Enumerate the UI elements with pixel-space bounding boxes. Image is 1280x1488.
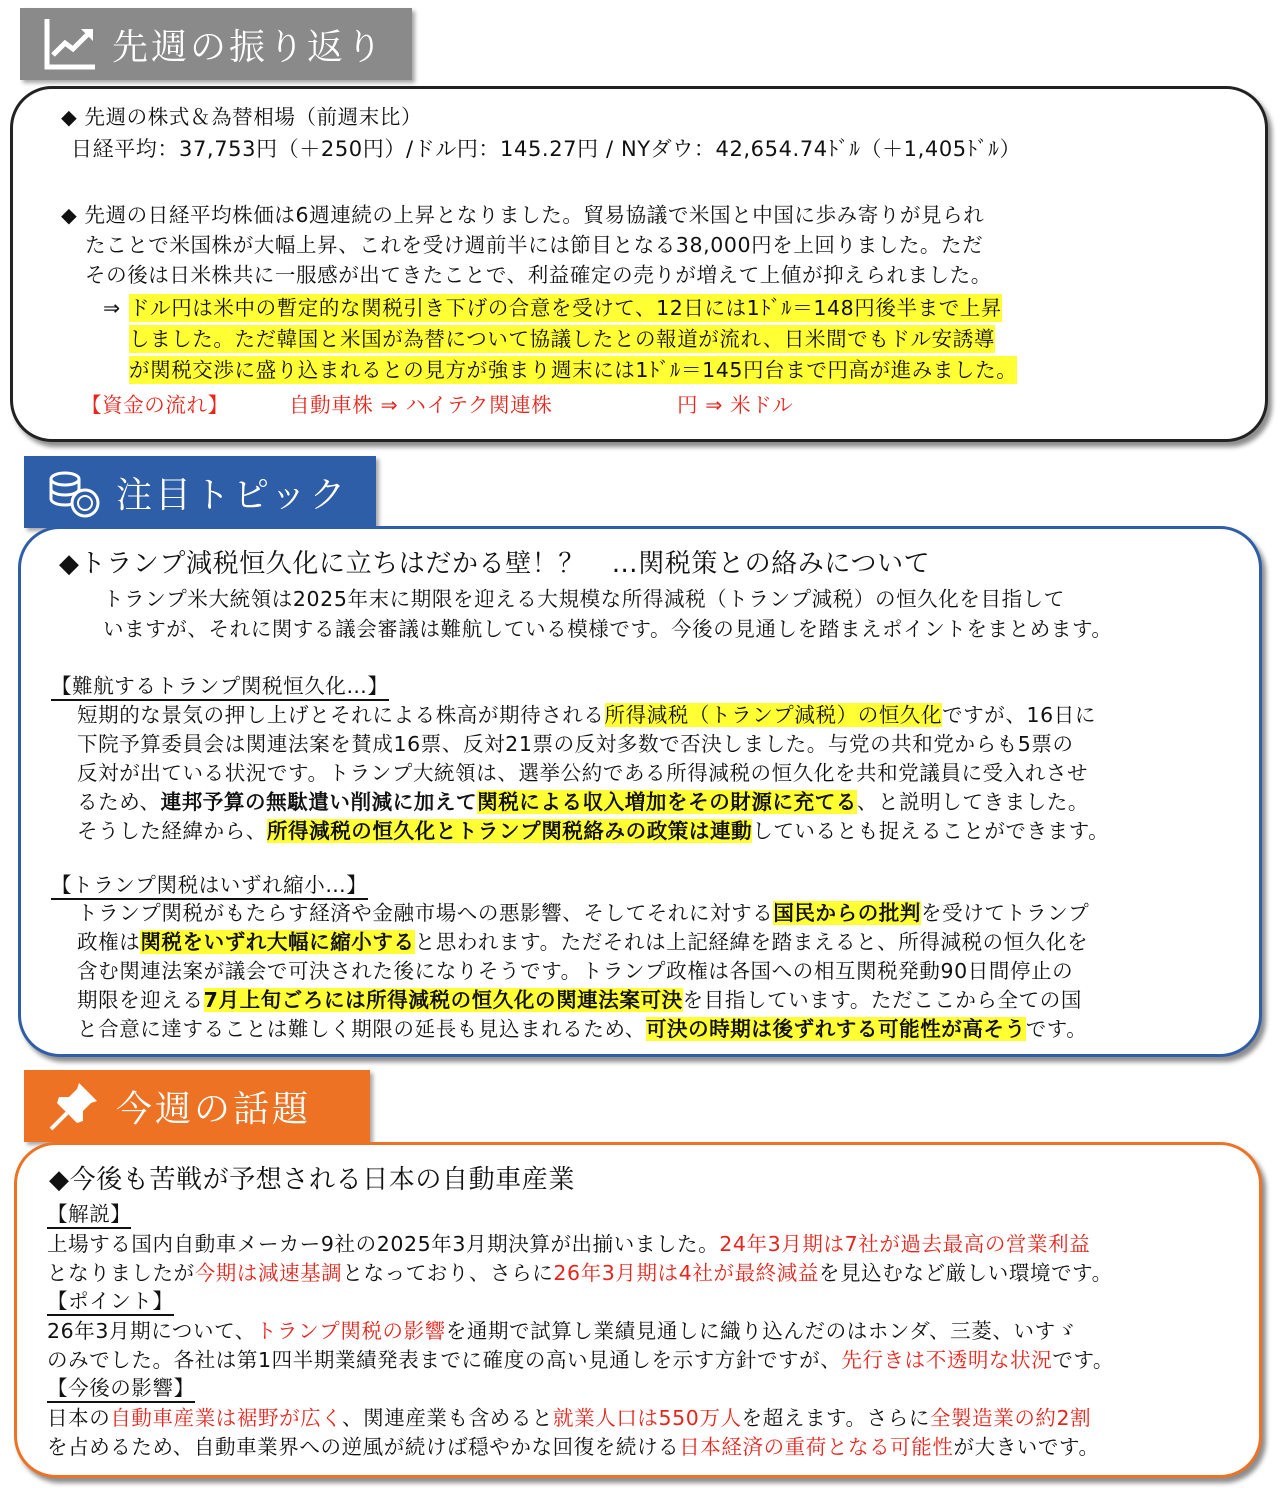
review-paragraph-line: たことで米国株が大幅上昇、これを受け週前半には節目となる38,000円を上回りました。ただ [85,233,984,257]
text-run: を通期で試算し業績見通しに織り込んだのはホンダ、三菱、いすゞ [445,1319,1077,1343]
text-run: 政権は [77,930,141,954]
topic-paragraph-line: 反対が出ている状況です。トランプ大統領は、選挙公約である所得減税の恒久化を共和党議員に受入れさせ [77,761,1089,785]
text-run: 今期は減速基調 [194,1261,343,1285]
topic-paragraph-line [77,928,1088,956]
text-run: 所得減税（トランプ減税）の恒久化 [604,703,943,727]
topic-paragraph-line [77,817,1109,845]
text-run: そうした経緯から、 [77,819,267,843]
market-heading: ◆ 先週の株式＆為替相場（前週末比） [61,105,423,129]
auto-paragraph-line [47,1317,1077,1345]
subheading-difficult: 【難航するトランプ関税恒久化…】 [51,672,389,701]
text-run: 期限を迎える [77,988,204,1012]
label-explanation: 【解説】 [47,1201,131,1229]
section-tab-topic [24,456,376,528]
text-run: 短期的な景気の押し上げとそれによる株高が期待される [77,703,605,727]
text-run: 全製造業の約2割 [929,1406,1092,1430]
text-run: 先行きは不透明な状況 [841,1348,1053,1372]
text-run: 日本経済の重荷となる可能性 [679,1435,954,1459]
fx-highlight-line: ドル円は米中の暫定的な関税引き下げの合意を受けて、12日には1ﾄﾞﾙ＝148円後半まで上昇 [129,296,1002,320]
text-run: となっており、さらに [342,1261,554,1285]
text-run: トランプ関税の影響 [255,1319,446,1343]
text-run: るため、 [77,790,161,814]
auto-paragraph-line [47,1346,1114,1374]
topic-paragraph-line: 下院予算委員会は関連法案を賛成16票、反対21票の反対多数で否決しました。与党の共和党からも5票の [77,732,1074,756]
auto-paragraph-line [47,1230,1090,1258]
topic-paragraph-line [77,701,1096,729]
auto-paragraph-line [47,1433,1100,1461]
topic-intro-line: いますが、それに関する議会審議は難航している模様です。今後の見通しを踏まえポイントをまとめます。 [103,617,1113,641]
topic-paragraph-line [77,1015,1087,1043]
fund-flow-stocks: 自動車株 ⇒ ハイテク関連株 [289,393,553,417]
topic-box [18,526,1262,1057]
text-run: 24年3月期は7社が過去最高の営業利益 [719,1232,1091,1256]
text-run: 日本の [47,1406,111,1430]
text-run: と合意に達することは難しく期限の延長も見込まれるため、 [77,1017,646,1041]
section-tab-this-week [24,1070,370,1142]
topic-intro-line: トランプ米大統領は2025年末に期限を迎える大規模な所得減税（トランプ減税）の恒久化を目指して [103,587,1065,611]
review-paragraph-line: ◆ 先週の日経平均株価は6週連続の上昇となりました。貿易協議で米国と中国に歩み寄りが見られ [61,203,985,227]
last-week-box [10,86,1268,442]
text-run: 自動車産業は裾野が広く [110,1406,343,1430]
text-run: トランプ関税がもたらす経済や金融市場への悪影響、そしてそれに対する [77,901,774,925]
text-run: を目指しています。ただここから全ての国 [682,988,1082,1012]
text-run: を受けてトランプ [921,901,1090,925]
text-run: 、と説明してきました。 [856,790,1090,814]
text-run: 26年3月期は4社が最終減益 [553,1261,819,1285]
topic-heading: ◆トランプ減税恒久化に立ちはだかる壁！？ …関税策との絡みについて [59,549,931,579]
this-week-box [14,1142,1262,1478]
text-run: ですが、16日に [942,703,1096,727]
text-run: 連邦予算の無駄遣い削減に加えて [160,790,478,814]
text-run: となりましたが [47,1261,195,1285]
text-run: 国民からの批判 [773,901,922,925]
topic-paragraph-line [77,899,1089,927]
fx-highlight-line: が関税交渉に盛り込まれるとの見方が強まり週末には1ﾄﾞﾙ＝145円台まで円高が進みました。 [129,358,1018,382]
coins-icon [42,460,106,524]
pushpin-icon [42,1074,106,1138]
market-prices: 日経平均：37,753円（＋250円）/ドル円：145.27円 / NYダウ：42,654.74ﾄﾞﾙ（＋1,405ﾄﾞﾙ） [71,137,1022,161]
text-run: 7月上旬ごろには所得減税の恒久化の関連法案可決 [203,988,683,1012]
text-run: 可決の時期は後ずれする可能性が高そう [645,1017,1026,1041]
text-run: のみでした。各社は第1四半期業績発表までに確度の高い見通しを示す方針ですが、 [47,1348,842,1372]
fund-flow-label: 【資金の流れ】 [81,393,229,417]
subheading-shrink: 【トランプ関税はいずれ縮小…】 [51,871,368,900]
text-run: と思われます。ただそれは上記経緯を踏まえると、所得減税の恒久化を [414,930,1089,954]
label-impact: 【今後の影響】 [47,1375,195,1403]
text-run: しているとも捉えることができます。 [752,819,1110,843]
text-run: 上場する国内自動車メーカー9社の2025年3月期決算が出揃いました。 [47,1232,720,1256]
text-run: 関税による収入増加をその財源に充てる [477,790,857,814]
text-run: 、関連産業も含めると [342,1406,554,1430]
text-run: です。 [1025,1017,1088,1041]
topic-paragraph-line: 含む関連法案が議会で可決された後になりそうです。トランプ政権は各国への相互関税発動90日間停止の [77,959,1074,983]
text-run: を見込むなど厳しい環境です。 [818,1261,1113,1285]
chart-trend-icon [38,12,102,76]
auto-paragraph-line [47,1259,1113,1287]
text-run: 所得減税の恒久化とトランプ関税絡みの政策は連動 [266,819,753,843]
text-run: です。 [1052,1348,1115,1372]
review-paragraph-line: その後は日米株共に一服感が出てきたことで、利益確定の売りが増えて上値が抑えられました。 [85,263,992,287]
text-run: を超えます。さらに [741,1406,930,1430]
label-point: 【ポイント】 [47,1288,174,1316]
topic-paragraph-line [77,788,1089,816]
auto-paragraph-line [47,1404,1091,1432]
fund-flow-currency: 円 ⇒ 米ドル [677,393,794,417]
section-title: 今週の話題 [116,1088,312,1130]
topic-paragraph-line [77,986,1082,1014]
section-tab-last-week [20,8,412,80]
text-run: を占めるため、自動車業界への逆風が続けば穏やかな回復を続ける [47,1435,680,1459]
arrow-marker: ⇒ [103,296,121,320]
this-week-heading: ◆今後も苦戦が予想される日本の自動車産業 [49,1165,575,1195]
text-run: 関税をいずれ大幅に縮小する [140,930,415,954]
section-title: 先週の振り返り [112,26,386,68]
section-title: 注目トピック [116,474,349,516]
fx-highlight-line: しました。ただ韓国と米国が為替について協議したとの報道が流れ、日米間でもドル安誘導 [129,327,995,351]
text-run: 就業人口は550万人 [553,1406,742,1430]
text-run: が大きいです。 [953,1435,1100,1459]
text-run: 26年3月期について、 [47,1319,256,1343]
